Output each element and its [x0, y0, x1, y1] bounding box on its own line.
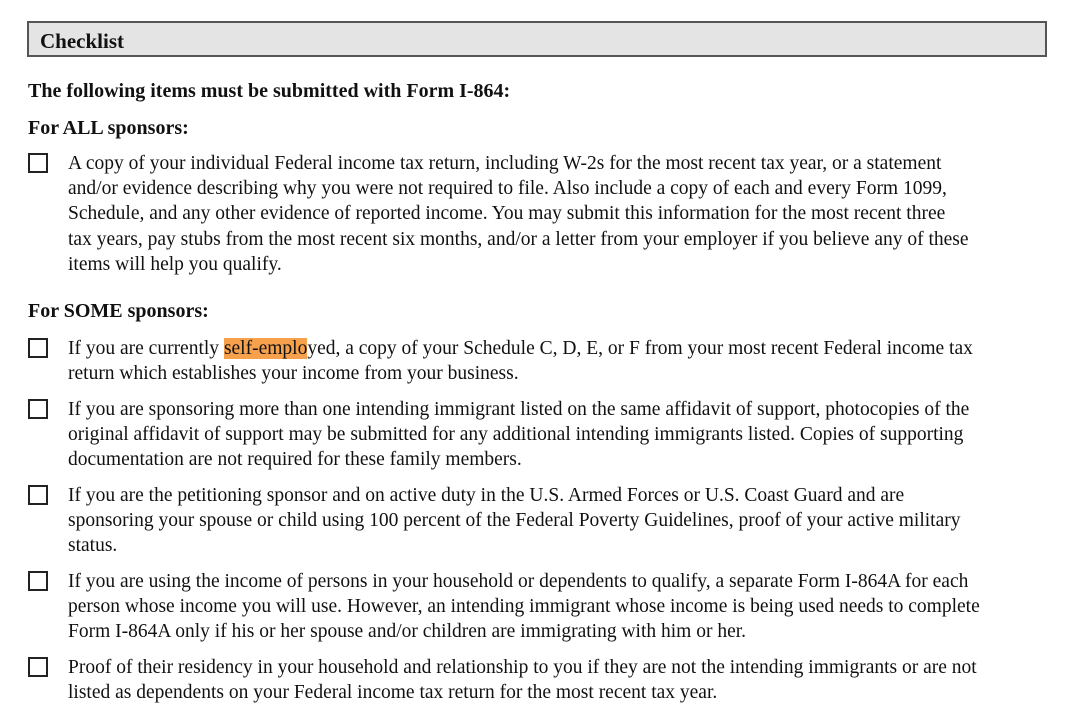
intro-heading: The following items must be submitted with Form I-864:	[28, 80, 511, 102]
item-line: and/or evidence describing why you were not required to file. Also include a copy of each and every Form 1099,	[68, 178, 947, 200]
item-line: sponsoring your spouse or child using 100 percent of the Federal Poverty Guidelines, proof of your active military	[68, 510, 961, 532]
item-line: If you are sponsoring more than one intending immigrant listed on the same affidavit of support, photocopies of the	[68, 399, 970, 420]
checkbox[interactable]	[28, 485, 48, 505]
item-line: A copy of your individual Federal income tax return, including W-2s for the most recent tax year, or a statement	[68, 153, 942, 174]
checkbox[interactable]	[28, 338, 48, 358]
checklist-title: Checklist	[40, 29, 124, 53]
checkbox[interactable]	[28, 657, 48, 677]
all-sponsors-heading: For ALL sponsors:	[28, 117, 189, 139]
checkbox[interactable]	[28, 571, 48, 591]
item-text	[68, 397, 1058, 473]
item-text	[68, 151, 1058, 277]
checkbox[interactable]	[28, 153, 48, 173]
item-line: Schedule, and any other evidence of reported income. You may submit this information for the most recent three	[68, 203, 946, 225]
item-line: If you are the petitioning sponsor and on active duty in the U.S. Armed Forces or U.S. Coast Guard and are	[68, 485, 905, 506]
text-fragment: yed, a copy of your Schedule C, D, E, or F from your most recent Federal income tax	[307, 338, 973, 359]
item-text	[68, 655, 1058, 705]
some-sponsors-heading: For SOME sponsors:	[28, 300, 209, 322]
item-text	[68, 336, 1058, 386]
item-text	[68, 569, 1058, 645]
item-line: documentation are not required for these family members.	[68, 449, 522, 471]
highlighted-text: self-emplo	[223, 338, 308, 359]
item-line: items will help you qualify.	[68, 253, 282, 275]
text-fragment: If you are currently	[68, 338, 224, 359]
item-line: tax years, pay stubs from the most recent six months, and/or a letter from your employer if you believe any of these	[68, 228, 969, 250]
item-line: If you are using the income of persons in your household or dependents to qualify, a separate Form I-864A for each	[68, 571, 969, 592]
item-line: listed as dependents on your Federal income tax return for the most recent tax year.	[68, 682, 718, 704]
item-line: Proof of their residency in your household and relationship to you if they are not the intending immigrants or are not	[68, 657, 977, 678]
item-line: person whose income you will use. However, an intending immigrant whose income is being used needs to complete	[68, 596, 980, 618]
item-line: status.	[68, 535, 118, 557]
checkbox[interactable]	[28, 399, 48, 419]
item-line	[68, 336, 1058, 361]
item-text	[68, 483, 1058, 559]
item-line: return which establishes your income from your business.	[68, 363, 519, 385]
item-line: Form I-864A only if his or her spouse and/or children are immigrating with him or her.	[68, 621, 747, 643]
checklist-header	[27, 21, 1047, 57]
item-line: original affidavit of support may be submitted for any additional intending immigrants listed. Copies of supporting	[68, 424, 964, 446]
